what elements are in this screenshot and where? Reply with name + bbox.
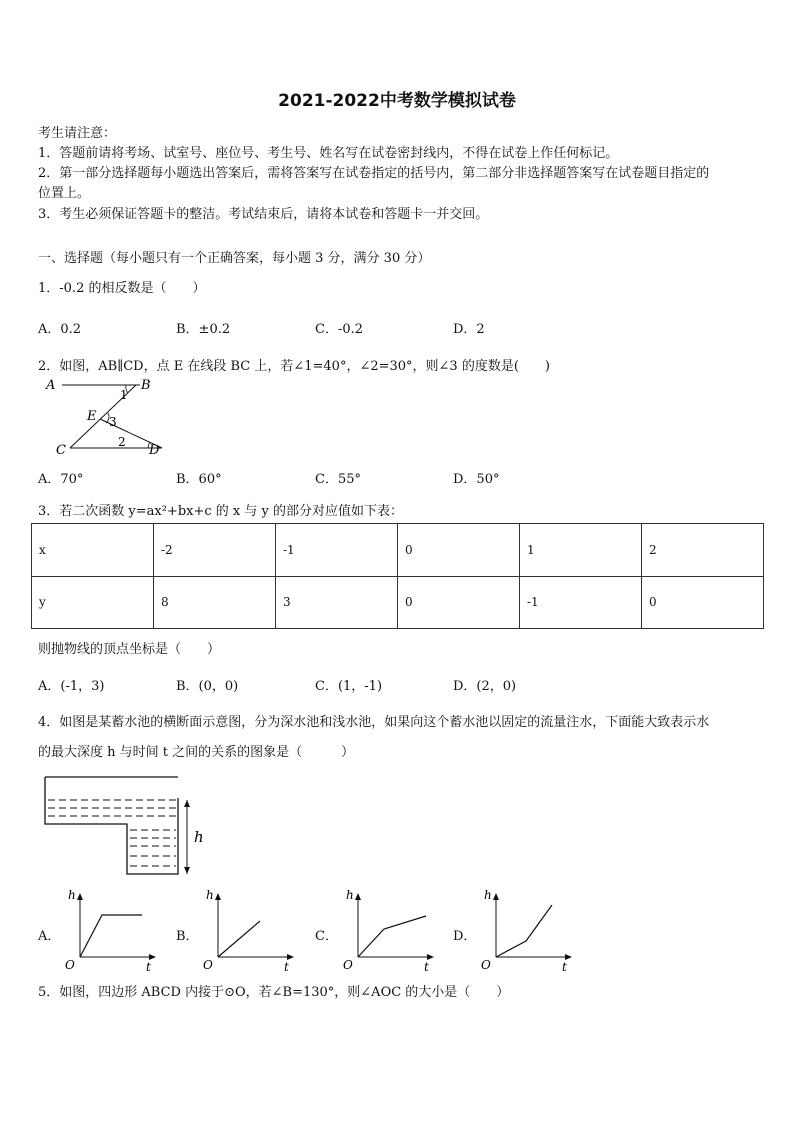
- table-cell: 1: [520, 524, 642, 577]
- section-heading: 一、选择题（每小题只有一个正确答案，每小题 3 分，满分 30 分）: [38, 251, 431, 266]
- table-row: [32, 576, 764, 629]
- q4-stem-line-2: 的最大深度 h 与时间 t 之间的关系的图象是（ ）: [38, 745, 355, 760]
- table-cell: -2: [154, 524, 276, 577]
- table-cell: -1: [276, 524, 398, 577]
- axis-label-t: t: [562, 960, 567, 974]
- q3-value-table: [31, 523, 764, 629]
- q2-figure: [40, 375, 170, 460]
- label-angle-2: 2: [118, 435, 126, 449]
- arrow-head: [184, 800, 190, 807]
- q4-option-d: D．: [453, 929, 477, 944]
- table-cell: y: [32, 576, 154, 629]
- table-row: [32, 524, 764, 577]
- axis-label-origin: O: [65, 958, 75, 972]
- q5-stem: 5．如图，四边形 ABCD 内接于⊙O，若∠B=130°，则∠AOC 的大小是（ ）: [38, 985, 510, 1000]
- notice-line-2: 2．第一部分选择题每小题选出答案后，需将答案写在试卷指定的括号内，第二部分非选择题答案写在试卷题目指定的: [38, 166, 710, 181]
- graph-curve: [80, 915, 142, 957]
- q3-option-c: C．(1，-1): [315, 679, 383, 694]
- axis-label-origin: O: [203, 958, 213, 972]
- label-a: A: [46, 378, 56, 393]
- q4-option-b: B．: [176, 929, 199, 944]
- depth-label: h: [194, 828, 204, 846]
- label-angle-1: 1: [120, 388, 128, 402]
- q4-graph-c: [340, 885, 440, 975]
- q3-question: 则抛物线的顶点坐标是（ ）: [38, 642, 221, 657]
- axis-label-t: t: [146, 960, 151, 974]
- q1-option-b: B．±0.2: [176, 322, 231, 337]
- table-cell: 8: [154, 576, 276, 629]
- q2-stem: 2．如图，AB∥CD，点 E 在线段 BC 上，若∠1=40°，∠2=30°，则∠3 的度数是( ): [38, 359, 550, 374]
- q1-stem: 1．-0.2 的相反数是（ ）: [38, 281, 206, 296]
- q2-option-c: C．55°: [315, 472, 361, 487]
- arrow-head: [77, 893, 83, 900]
- q3-option-d: D．(2，0): [453, 679, 517, 694]
- axis-label-t: t: [284, 960, 289, 974]
- axis-label-h: h: [206, 888, 214, 902]
- q1-option-a: A．0.2: [38, 322, 82, 337]
- axis-label-h: h: [346, 888, 354, 902]
- graph-curve: [496, 905, 552, 957]
- table-cell: x: [32, 524, 154, 577]
- table-cell: 2: [642, 524, 764, 577]
- q1-option-c: C．-0.2: [315, 322, 364, 337]
- table-cell: 0: [398, 576, 520, 629]
- q4-graph-d: [478, 885, 578, 975]
- q4-option-c: C．: [315, 929, 338, 944]
- label-angle-3: 3: [109, 415, 117, 429]
- arrow-head: [215, 893, 221, 900]
- graph-curve: [218, 921, 260, 957]
- q2-option-b: B．60°: [176, 472, 222, 487]
- notice-line-3: 位置上。: [38, 186, 91, 201]
- notice-line-1: 1．答题前请将考场、试室号、座位号、考生号、姓名写在试卷密封线内，不得在试卷上作任何标记。: [38, 146, 619, 161]
- table-cell: 3: [276, 576, 398, 629]
- axis-label-h: h: [484, 888, 492, 902]
- notice-line-4: 3．考生必须保证答题卡的整洁。考试结束后，请将本试卷和答题卡一并交回。: [38, 207, 489, 222]
- notice-heading: 考生请注意：: [38, 126, 117, 141]
- axis-label-origin: O: [481, 958, 491, 972]
- q3-option-a: A．(-1，3): [38, 679, 105, 694]
- q4-graph-a: [62, 885, 162, 975]
- graph-curve: [358, 916, 426, 957]
- table-cell: -1: [520, 576, 642, 629]
- q3-option-b: B．(0，0): [176, 679, 239, 694]
- q3-stem: 3．若二次函数 y=ax²+bx+c 的 x 与 y 的部分对应值如下表：: [38, 504, 403, 519]
- q1-option-d: D．2: [453, 322, 485, 337]
- arrow-head: [493, 893, 499, 900]
- label-d: D: [149, 443, 160, 458]
- axis-label-origin: O: [343, 958, 353, 972]
- label-b: B: [141, 378, 151, 393]
- axis-label-h: h: [68, 888, 76, 902]
- q4-option-a: A．: [38, 929, 61, 944]
- arrow-head: [184, 867, 190, 874]
- axis-label-t: t: [424, 960, 429, 974]
- arrow-head: [355, 893, 361, 900]
- label-c: C: [56, 443, 66, 458]
- q2-option-a: A．70°: [38, 472, 84, 487]
- label-e: E: [87, 409, 97, 424]
- pool-outline: [45, 777, 178, 874]
- q4-stem-line-1: 4．如图是某蓄水池的横断面示意图，分为深水池和浅水池，如果向这个蓄水池以固定的流量注水，下面能大致表示水: [38, 715, 710, 730]
- page-title: 2021-2022中考数学模拟试卷: [278, 91, 516, 111]
- q2-option-d: D．50°: [453, 472, 500, 487]
- q4-graph-b: [200, 885, 300, 975]
- q4-pool-figure: [40, 772, 220, 880]
- table-cell: 0: [642, 576, 764, 629]
- table-cell: 0: [398, 524, 520, 577]
